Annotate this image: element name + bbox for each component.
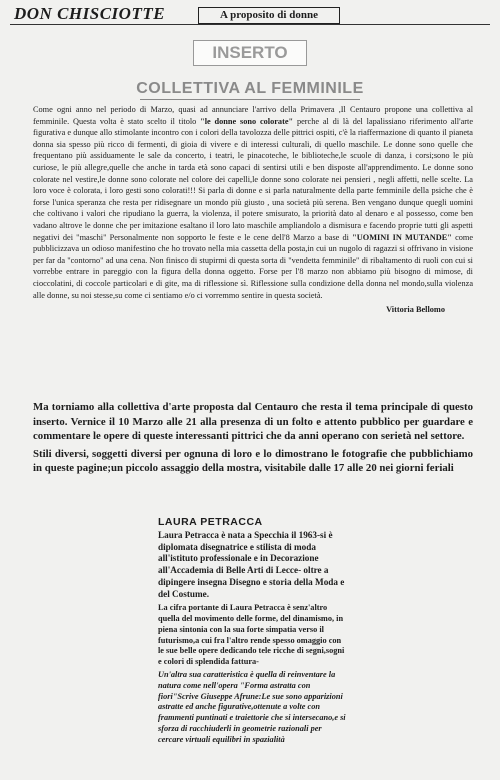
artist-name: LAURA PETRACCA bbox=[158, 516, 263, 528]
bio-paragraph bbox=[158, 670, 348, 746]
section-label: A proposito di donne bbox=[198, 7, 340, 24]
exhibition-title: "le donne sono colorate" bbox=[200, 116, 294, 126]
artist-bio bbox=[158, 516, 348, 746]
editorial-text: Come ogni anno nel periodo di Marzo, quasi ad annunciare l'arrivo della Primavera ,Il Centauro propone una collettiva al femminile. Questa volta è stato scelto il titolo bbox=[33, 105, 473, 126]
editorial-paragraph bbox=[33, 104, 473, 301]
editorial-column bbox=[33, 104, 473, 316]
article-heading: COLLETTIVA AL FEMMINILE bbox=[136, 80, 364, 97]
editorial-text: perche al di là del lapalissiano riferimento all'arte figurativa e dunque allo stimolante incontro con i colori della tavolozza delle pittrici ospiti, c'è la riaffermazione di quanto il pianeta donna sia spesso più ricco di fermenti, di gioia di vivere e di interessi culturali, di quello maschile. Le donne sono quelle che frequentano più assiduamente le sale da concerto, i teatri, le pinacoteche, le biblioteche,le scuole di danza, i corsi;sono le più curiose, le più allegre,quelle che anche in tarda età sono capaci di sentirsi utili e ben disposte all'apprendimento. Le donne sono colorate nel vestire,le donne sono colorate nel colore dei capelli,le donne sono colorate nei pensieri , negli affetti, nelle scelte. La loro voce è colorata, i loro gesti sono colorati!!! Si parla di donne e si parla naturalmente della parte femminile della psiche che è forse l'unica speranza che resta per ridisegnare un mondo più giusto , una società più serena. Ben vengano dunque quegli uomini che coltivano i valori che ripudiano la guerra, la violenza, il potere smisurato, la priorità dato al denaro e al possesso, come ben vadano altrove le donne che per imitazione esaltano il loro lato maschile ampliandolo a dismisura e facendo proprie tutti gli aspetti negativi dei "maschi" Personalmente non sopporto le feste e le cene dell'8 Marzo a base di bbox=[33, 116, 474, 242]
newspaper-title: DON CHISCIOTTE bbox=[14, 4, 166, 23]
bio-lead: Laura Petracca è nata a Specchia il 1963-si è diplomata disegnatrice e stilista di moda all'istituto professionale e in Decorazione all'Accademia di Belle Arti di Lecce- oltre a dipingere insegna Disegno e storia della Moda e del Costume. bbox=[158, 530, 345, 599]
critic-quote: Le sue sono apparizioni astratte ed anche figurative,ottenute a volte con frammenti puntinati e traiettorie che si intersecano,e si sforza di racchiuderli in geometrie razionali per cercare virtuali equilibri in spazialità bbox=[158, 691, 346, 744]
author-signature: Vittoria Bellomo bbox=[386, 305, 445, 315]
intro-paragraph: Ma torniamo alla collettiva d'arte proposta dal Centauro che resta il tema principale di questo inserto. Vernice il 10 Marzo alle 21 alla presenza di un folto e attento pubblico per guardare e commentare le opere di queste interessanti pittrici che da anni operano con serietà nel settore. bbox=[33, 401, 473, 443]
heading-underline bbox=[140, 99, 360, 100]
editorial-text: come pubblicizzava un odioso manifestino che ho trovato nella mia cassetta della posta,in cui un nugolo di ragazzi si offrivano in visione per far da "contorno" ad una cena. Non finisco di stupirmi di questa sorta di "vendetta femminile" di ribaltamento di ruoli con cui si vorrebbe entrare in pareggio con la figura della donna oggetto. Forse per l'8 marzo non abbiamo più bisogno di mimose, di cioccolatini, di coccole particolari e di gite, ma di riflessione sì. Riflessione sulla condizione della donna nel mondo,sulla violenza alle donne, su noi stesse,su come ci sentiamo e/o ci vorremmo sentire in questa società. bbox=[33, 232, 474, 300]
intro-paragraph: Stili diversi, soggetti diversi per ognuna di loro e lo dimostrano le fotografie che pubblichiamo in queste pagine;un piccolo assaggio della mostra, visitabile dalle 17 alle 20 nei giorni feriali bbox=[33, 447, 473, 475]
masthead bbox=[10, 4, 490, 26]
bio-text: Un'altra sua caratteristica è quella di reinventare la natura come nell'opera "Forma astratta con fiori"Scrive Giuseppe Afrune: bbox=[158, 670, 336, 701]
exhibition-intro bbox=[33, 400, 473, 479]
masthead-divider bbox=[10, 24, 490, 25]
inserto-badge: INSERTO bbox=[193, 40, 307, 66]
poster-title: "UOMINI IN MUTANDE" bbox=[352, 232, 452, 242]
bio-paragraph: La cifra portante di Laura Petracca è senz'altro quella del movimento delle forme, del dinamismo, in piena sintonia con la sua forte simpatia verso il futurismo,a cui fra l'altro rende spesso omaggio con le sue belle opere dedicando tele ricche di segni,sogni e colori di splendida fattura- bbox=[158, 603, 345, 667]
